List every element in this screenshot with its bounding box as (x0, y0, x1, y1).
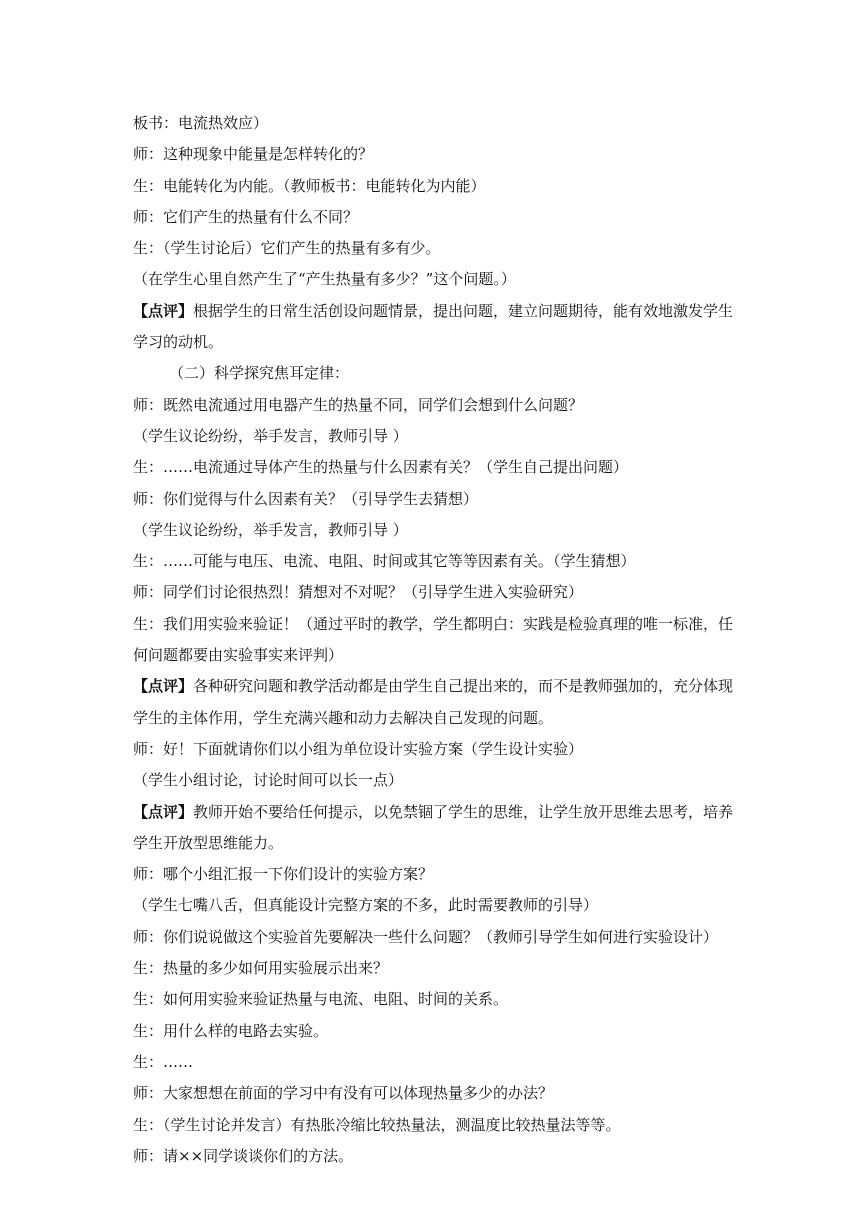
comment-paragraph (133, 797, 733, 828)
text-line: 生：…… (133, 1052, 194, 1071)
text-line: 生：如何用实验来验证热量与电流、电阻、时间的关系。 (133, 990, 509, 1009)
comment-text-continued: 学生的主体作用，学生充满兴趣和动力去解决自己发现的问题。 (133, 708, 554, 727)
comment-paragraph (133, 671, 733, 702)
text-line: （学生小组讨论，讨论时间可以长一点） (133, 771, 404, 790)
text-line: 师：哪个小组汇报一下你们设计的实验方案？ (133, 865, 434, 884)
comment-tag: 【点评】 (133, 802, 194, 821)
comment-tag: 【点评】 (133, 301, 194, 320)
document-body (133, 108, 733, 1172)
text-line: 生：热量的多少如何用实验展示出来？ (133, 959, 389, 978)
text-line: 师：既然电流通过用电器产生的热量不同，同学们会想到什么问题？ (133, 395, 584, 414)
text-line: 师：这种现象中能量是怎样转化的？ (133, 145, 374, 164)
section-heading: （二）科学探究焦耳定律： (169, 364, 350, 383)
text-line: 师：你们说说做这个实验首先要解决一些什么问题？（教师引导学生如何进行实验设计） (133, 927, 719, 946)
text-line: 师：你们觉得与什么因素有关？（引导学生去猜想） (133, 489, 479, 508)
text-line: （在学生心里自然产生了“产生热量有多少？”这个问题。） (133, 270, 516, 289)
text-line: （学生七嘴八舌，但真能设计完整方案的不多，此时需要教师的引导） (133, 896, 599, 915)
text-line: 何问题都要由实验事实来评判） (133, 646, 344, 665)
text-line: （学生议论纷纷，举手发言，教师引导 ） (133, 426, 408, 445)
comment-text-continued: 学生开放型思维能力。 (133, 833, 284, 852)
comment-paragraph (133, 296, 733, 327)
text-line: 师：大家想想在前面的学习中有没有可以体现热量多少的办法？ (133, 1084, 554, 1103)
text-line: 生：用什么样的电路去实验。 (133, 1021, 329, 1040)
text-line: 生：电能转化为内能。（教师板书：电能转化为内能） (133, 176, 486, 195)
text-line: 师：好！下面就请你们以小组为单位设计实验方案（学生设计实验） (133, 739, 584, 758)
comment-text-continued: 学习的动机。 (133, 333, 224, 352)
text-line: 板书：电流热效应） (133, 114, 269, 132)
comment-text: 根据学生的日常生活创设问题情景，提出问题，建立问题期待，能有效地激发学生 (193, 301, 734, 320)
text-line: 生：（学生讨论后）它们产生的热量有多有少。 (133, 239, 441, 258)
text-line: 生：……电流通过导体产生的热量与什么因素有关？（学生自己提出问题） (133, 458, 629, 477)
text-line: 师：它们产生的热量有什么不同？ (133, 207, 359, 226)
text-line: 生：我们用实验来验证！（通过平时的教学，学生都明白：实践是检验真理的唯一标准，任 (133, 614, 734, 633)
text-line: （学生议论纷纷，举手发言，教师引导 ） (133, 520, 408, 539)
text-line: 生：……可能与电压、电流、电阻、时间或其它等等因素有关。（学生猜想） (133, 552, 636, 571)
text-line: 生：（学生讨论并发言）有热胀冷缩比较热量法，测温度比较热量法等等。 (133, 1115, 621, 1134)
comment-text: 各种研究问题和教学活动都是由学生自己提出来的，而不是教师强加的，充分体现 (193, 677, 734, 696)
comment-text: 教师开始不要给任何提示，以免禁锢了学生的思维，让学生放开思维去思考，培养 (193, 802, 734, 821)
comment-tag: 【点评】 (133, 677, 194, 696)
text-line: 师：同学们讨论很热烈！猜想对不对呢？（引导学生进入实验研究） (133, 583, 584, 602)
text-line: 师：请××同学谈谈你们的方法。 (133, 1146, 354, 1165)
